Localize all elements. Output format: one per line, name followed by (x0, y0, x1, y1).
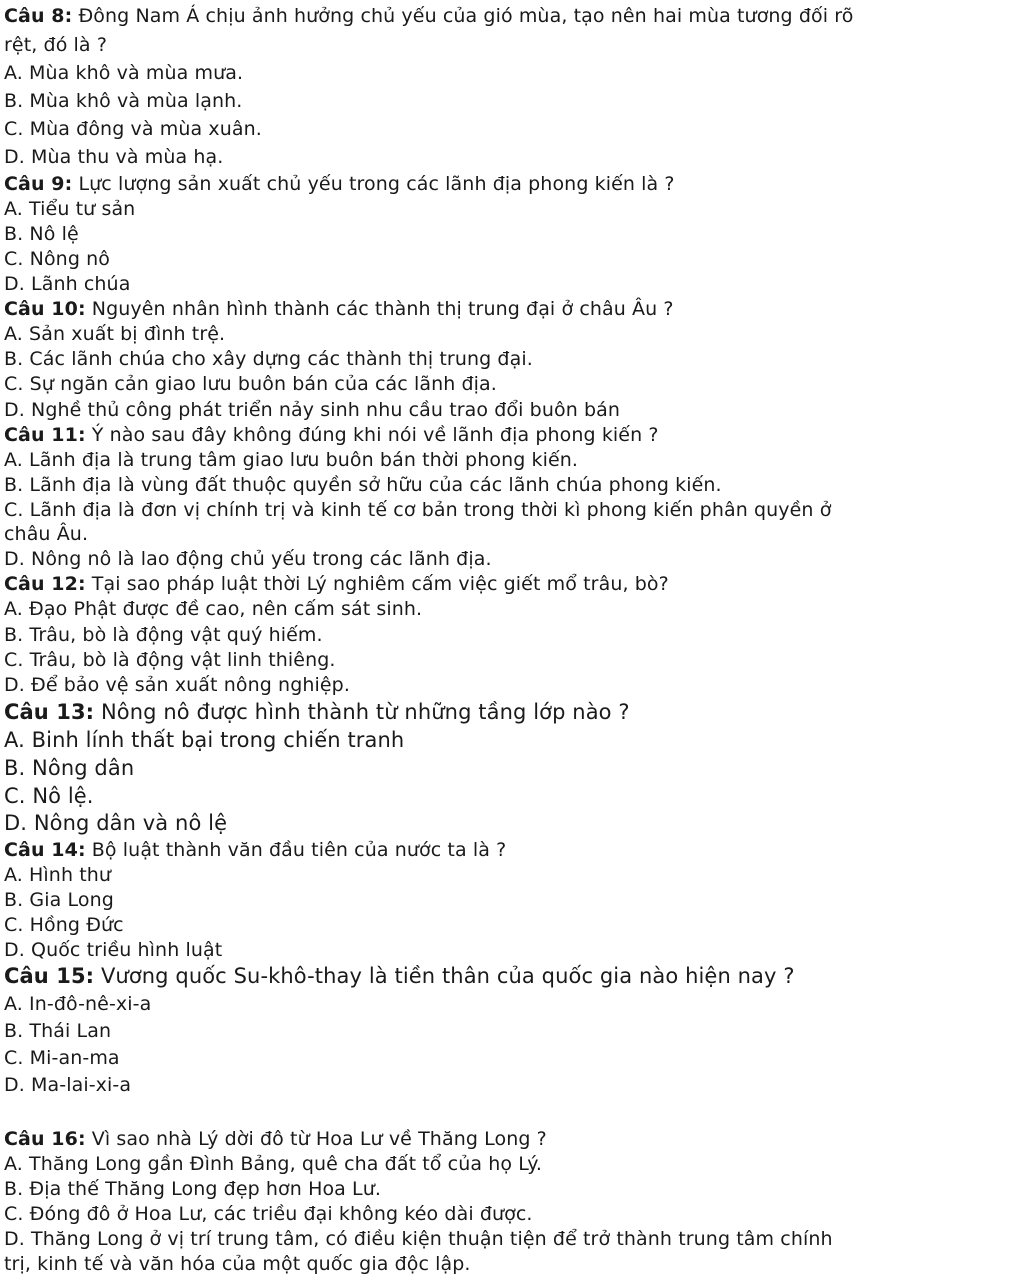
answer-option: C. Nô lệ. (4, 784, 94, 808)
answer-option: A. Binh lính thất bại trong chiến tranh (4, 728, 405, 752)
question-text: Vì sao nhà Lý dời đô từ Hoa Lư về Thăng Long ? (91, 1128, 547, 1150)
question-label: Câu 16: (4, 1128, 86, 1150)
question-text: Tại sao pháp luật thời Lý nghiêm cấm việc giết mổ trâu, bò? (91, 573, 669, 595)
answer-option: B. Gia Long (4, 889, 114, 911)
question-9 (4, 172, 675, 196)
answer-option: D. Nông dân và nô lệ (4, 811, 228, 835)
answer-option: B. Địa thế Thăng Long đẹp hơn Hoa Lư. (4, 1178, 382, 1200)
question-15 (4, 964, 795, 988)
question-8 (4, 4, 853, 28)
question-10 (4, 297, 674, 321)
question-label: Câu 12: (4, 573, 86, 595)
question-label: Câu 9: (4, 173, 73, 195)
question-label: Câu 13: (4, 700, 95, 724)
question-11 (4, 423, 659, 447)
answer-option: A. Tiểu tư sản (4, 198, 136, 220)
question-label: Câu 8: (4, 5, 73, 27)
answer-option: B. Các lãnh chúa cho xây dựng các thành thị trung đại. (4, 348, 533, 370)
answer-option: C. Mi-an-ma (4, 1047, 120, 1069)
answer-option: A. Thăng Long gần Đình Bảng, quê cha đất tổ của họ Lý. (4, 1153, 542, 1175)
answer-option: C. Sự ngăn cản giao lưu buôn bán của các lãnh địa. (4, 373, 497, 395)
answer-option: A. Sản xuất bị đình trệ. (4, 323, 226, 345)
question-text: Vương quốc Su-khô-thay là tiền thân của quốc gia nào hiện nay ? (100, 964, 795, 988)
question-14 (4, 838, 506, 862)
answer-option: C. Đóng đô ở Hoa Lư, các triều đại không kéo dài được. (4, 1203, 533, 1225)
question-label: Câu 11: (4, 424, 86, 446)
answer-option: B. Thái Lan (4, 1020, 112, 1042)
answer-option: A. Hình thư (4, 864, 112, 886)
answer-option: B. Mùa khô và mùa lạnh. (4, 90, 243, 112)
question-label: Câu 14: (4, 839, 86, 861)
answer-option: A. Mùa khô và mùa mưa. (4, 62, 244, 84)
question-12 (4, 572, 669, 596)
answer-option: D. Mùa thu và mùa hạ. (4, 146, 224, 168)
question-text: Nông nô được hình thành từ những tầng lớp nào ? (100, 700, 630, 724)
answer-option: A. In-đô-nê-xi-a (4, 993, 152, 1015)
answer-option: D. Để bảo vệ sản xuất nông nghiệp. (4, 674, 350, 696)
answer-option: C. Hồng Đức (4, 914, 124, 936)
answer-option: D. Thăng Long ở vị trí trung tâm, có điều kiện thuận tiện để trở thành trung tâm chính (4, 1228, 833, 1250)
answer-option: C. Trâu, bò là động vật linh thiêng. (4, 649, 336, 671)
answer-option: D. Nghề thủ công phát triển nảy sinh nhu cầu trao đổi buôn bán (4, 399, 621, 421)
answer-option: B. Nô lệ (4, 223, 79, 245)
question-13 (4, 700, 630, 724)
answer-option: A. Lãnh địa là trung tâm giao lưu buôn bán thời phong kiến. (4, 449, 579, 471)
question-text: Lực lượng sản xuất chủ yếu trong các lãnh địa phong kiến là ? (78, 173, 675, 195)
answer-option: B. Nông dân (4, 756, 135, 780)
question-text-continued: rệt, đó là ? (4, 34, 108, 56)
answer-option: C. Lãnh địa là đơn vị chính trị và kinh tế cơ bản trong thời kì phong kiến phân quyền ở (4, 499, 832, 521)
answer-option: D. Lãnh chúa (4, 273, 131, 295)
question-text: Đông Nam Á chịu ảnh hưởng chủ yếu của gió mùa, tạo nên hai mùa tương đối rõ (78, 5, 854, 27)
answer-option: A. Đạo Phật được đề cao, nên cấm sát sinh. (4, 598, 423, 620)
answer-option: C. Nông nô (4, 248, 110, 270)
question-label: Câu 10: (4, 298, 86, 320)
answer-option: D. Ma-lai-xi-a (4, 1074, 132, 1096)
question-label: Câu 15: (4, 964, 95, 988)
question-text: Ý nào sau đây không đúng khi nói về lãnh địa phong kiến ? (91, 424, 659, 446)
answer-option: B. Trâu, bò là động vật quý hiếm. (4, 624, 323, 646)
question-16 (4, 1127, 547, 1151)
question-text: Bộ luật thành văn đầu tiên của nước ta là ? (91, 839, 507, 861)
question-text: Nguyên nhân hình thành các thành thị trung đại ở châu Âu ? (91, 298, 674, 320)
answer-option: B. Lãnh địa là vùng đất thuộc quyền sở hữu của các lãnh chúa phong kiến. (4, 474, 722, 496)
answer-option: C. Mùa đông và mùa xuân. (4, 118, 262, 140)
answer-option: D. Quốc triều hình luật (4, 939, 223, 961)
answer-option: D. Nông nô là lao động chủ yếu trong các lãnh địa. (4, 548, 492, 570)
answer-option-continued: trị, kinh tế và văn hóa của một quốc gia độc lập. (4, 1253, 471, 1275)
answer-option-continued: châu Âu. (4, 523, 89, 545)
